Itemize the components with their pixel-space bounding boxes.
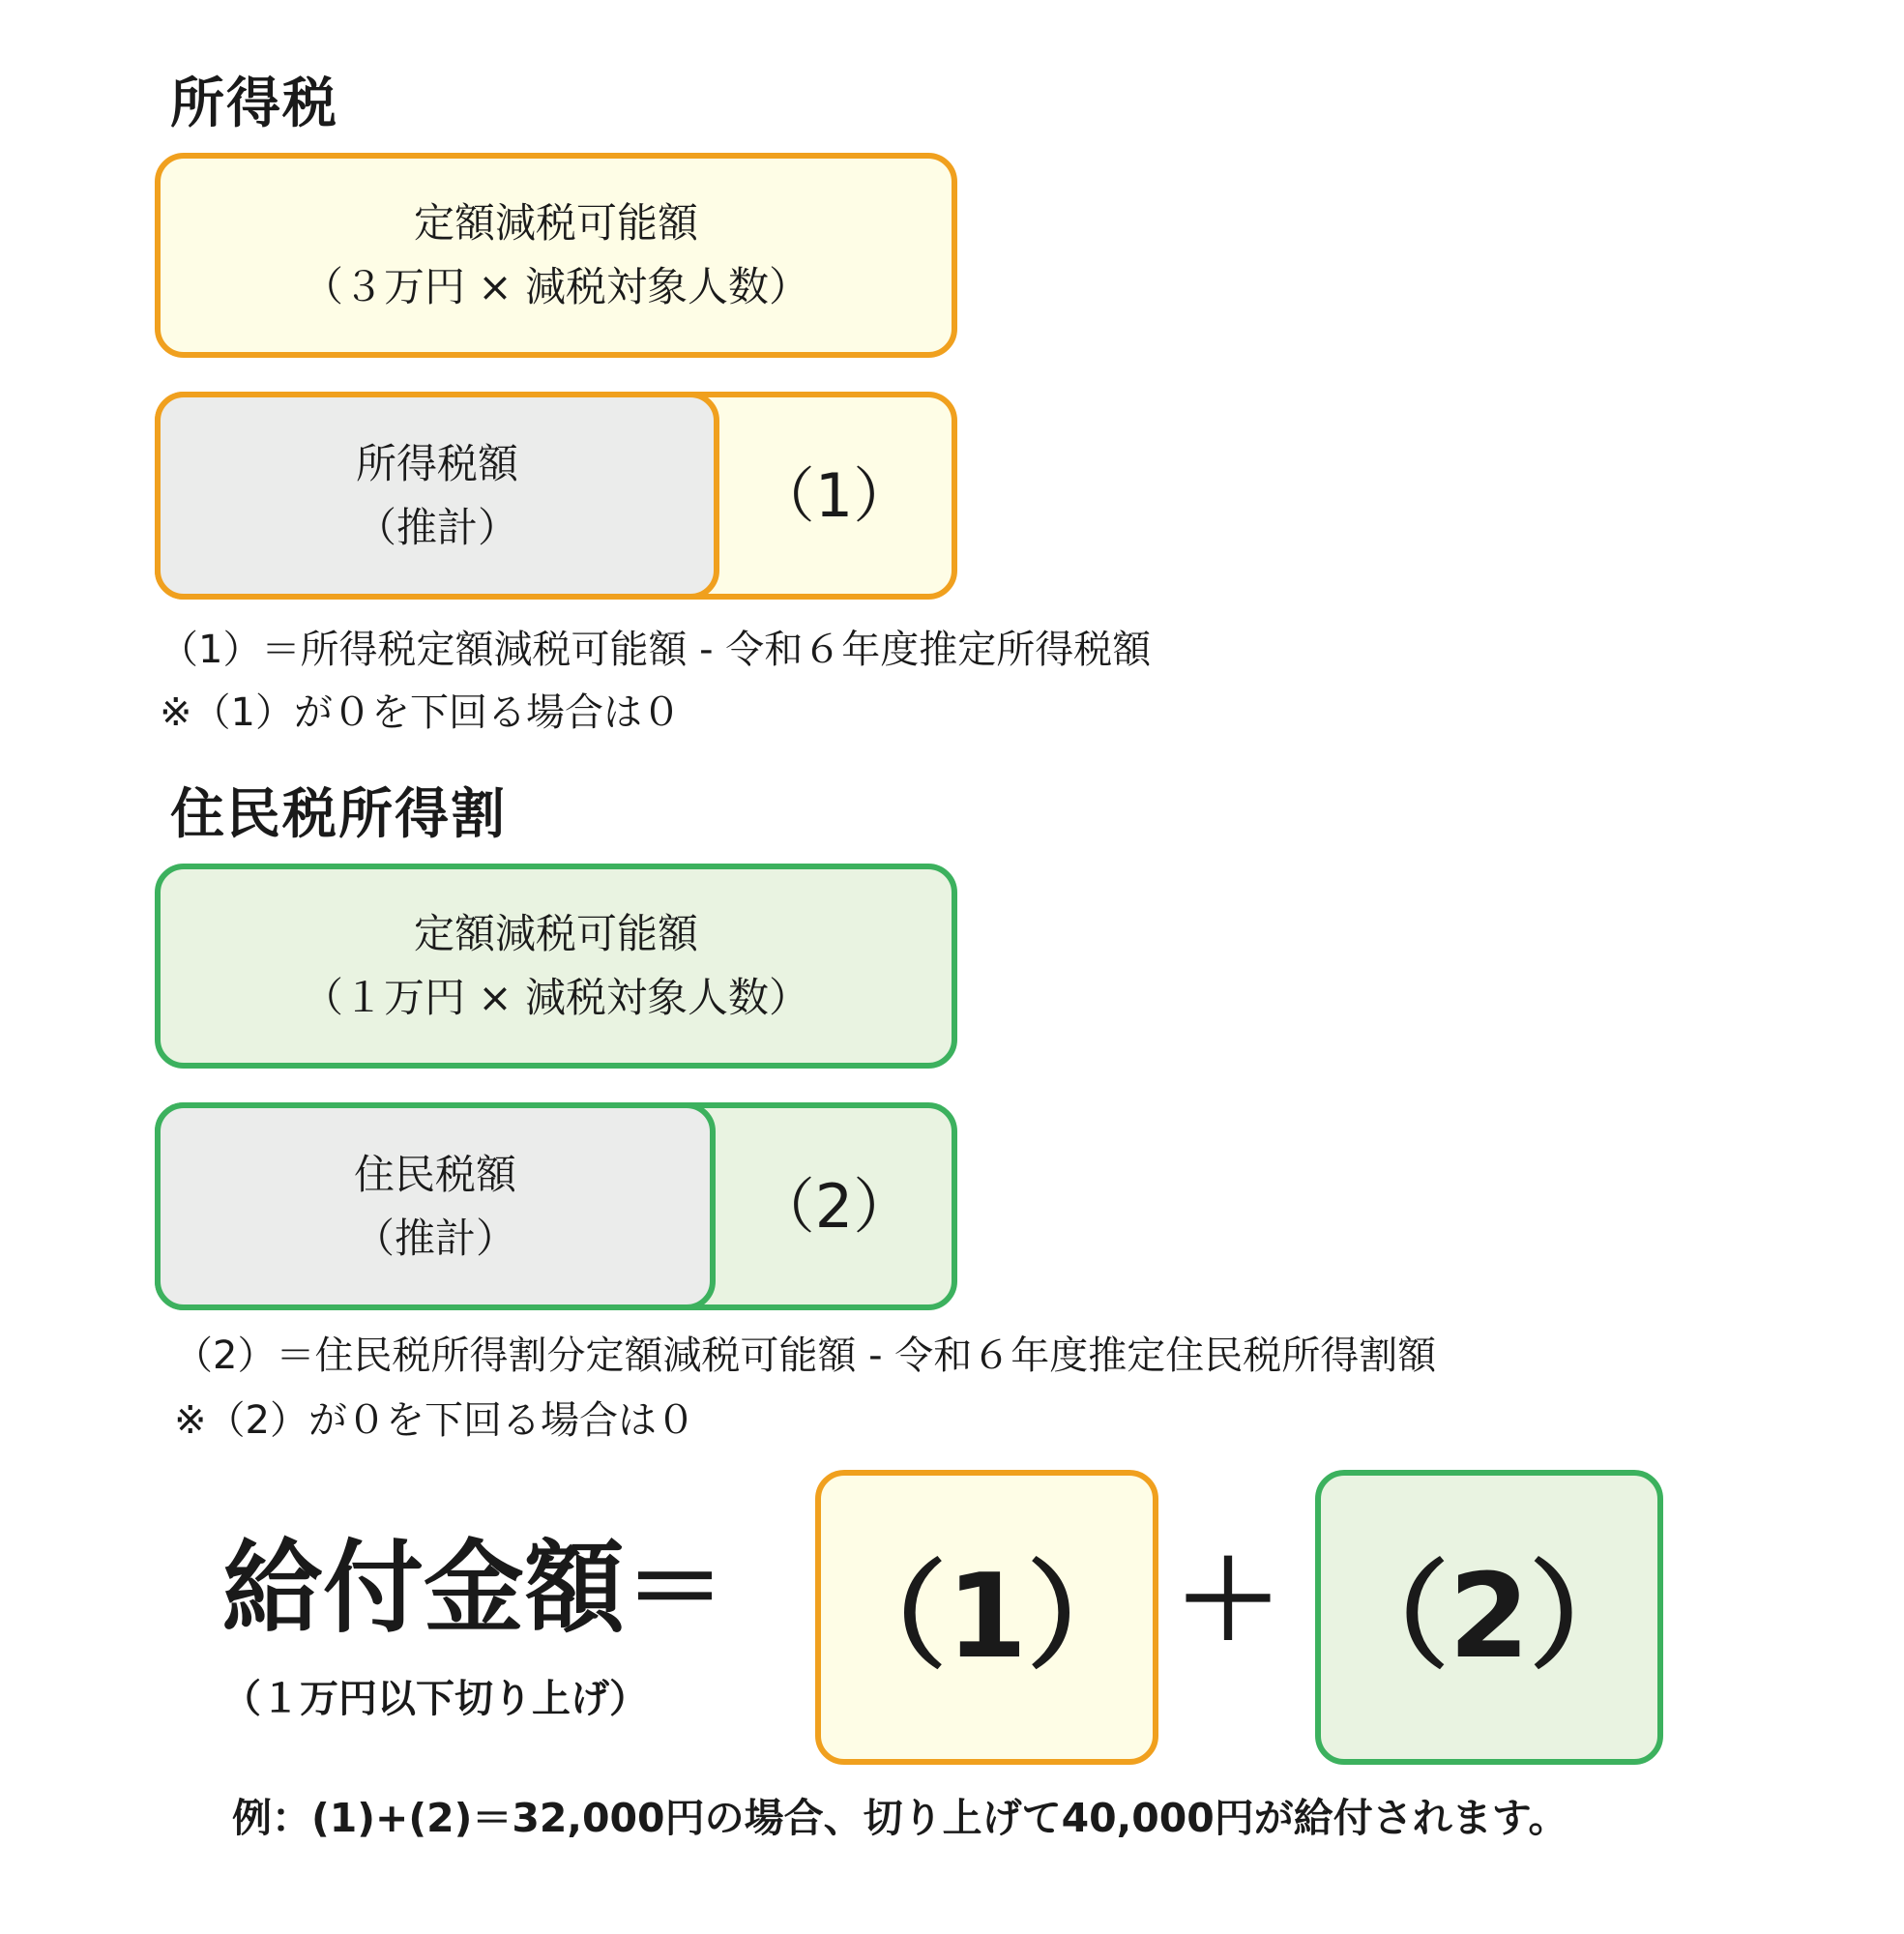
example-note: 例：(1)+(2)＝32,000円の場合、切り上げて40,000円が給付されます。 bbox=[232, 1795, 1568, 1841]
formula-term-2-box bbox=[1315, 1470, 1663, 1765]
resident-tax-formula-note: （2）＝住民税所得割分定額減税可能額 - 令和６年度推定住民税所得割額 bbox=[174, 1333, 1437, 1378]
resident-tax-result-label bbox=[717, 1108, 952, 1304]
resident-tax-floor-note: ※（2）が０を下回る場合は０ bbox=[174, 1398, 695, 1443]
resident-tax-estimate-title: 住民税額 bbox=[353, 1150, 516, 1198]
plus-sign: ＋ bbox=[1175, 1538, 1281, 1662]
resident-tax-estimate-note: （推計） bbox=[353, 1214, 516, 1262]
resident-tax-result-value: （2） bbox=[754, 1170, 914, 1242]
income-tax-floor-note: ※（1）が０を下回る場合は０ bbox=[160, 690, 681, 735]
resident-tax-deduction-formula: （１万円 × 減税対象人数） bbox=[303, 974, 809, 1021]
resident-tax-deduction-box bbox=[155, 864, 957, 1069]
income-tax-deduction-title: 定額減税可能額 bbox=[413, 199, 698, 247]
income-tax-estimate-box bbox=[155, 392, 719, 600]
resident-tax-heading: 住民税所得割 bbox=[170, 783, 507, 846]
resident-tax-deduction-title: 定額減税可能額 bbox=[413, 910, 698, 957]
income-tax-formula-note: （1）＝所得税定額減税可能額 - 令和６年度推定所得税額 bbox=[160, 628, 1152, 672]
benefit-rounding-note: （１万円以下切り上げ） bbox=[222, 1677, 648, 1721]
income-tax-result-label bbox=[717, 397, 952, 594]
formula-term-1: （1） bbox=[830, 1549, 1144, 1685]
resident-tax-estimate-box bbox=[155, 1102, 716, 1310]
formula-term-1-box bbox=[815, 1470, 1158, 1765]
income-tax-heading: 所得税 bbox=[170, 73, 338, 135]
income-tax-estimate-note: （推計） bbox=[355, 503, 518, 551]
income-tax-deduction-formula: （３万円 × 減税対象人数） bbox=[303, 263, 809, 310]
income-tax-deduction-box bbox=[155, 153, 957, 358]
income-tax-estimate-title: 所得税額 bbox=[355, 439, 518, 487]
income-tax-result-value: （1） bbox=[754, 459, 914, 531]
benefit-amount-label: 給付金額＝ bbox=[222, 1529, 726, 1647]
formula-term-2: （2） bbox=[1333, 1549, 1646, 1685]
